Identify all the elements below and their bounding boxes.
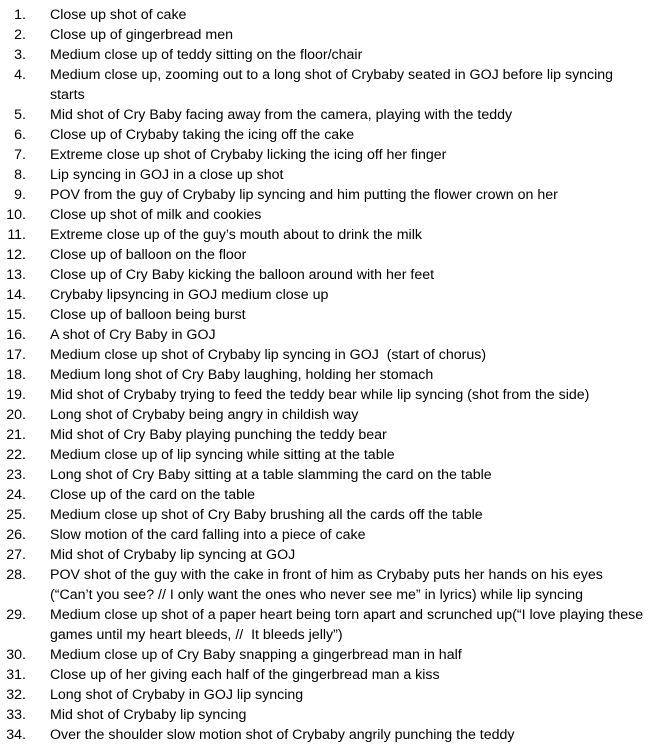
list-item-text: Long shot of Crybaby in GOJ lip syncing xyxy=(50,687,304,703)
list-item-number: 8. xyxy=(14,167,26,183)
list-item-number: 1. xyxy=(14,7,26,23)
list-item-text: Close up shot of milk and cookies xyxy=(50,207,262,223)
list-item-text: Close up of Cry Baby kicking the balloon around with her feet xyxy=(50,267,435,283)
list-item-number: 25. xyxy=(6,507,26,523)
list-item-number: 31. xyxy=(6,667,26,683)
list-item-number: 16. xyxy=(6,327,26,343)
list-item-number: 20. xyxy=(6,407,26,423)
list-item xyxy=(0,645,657,665)
list-item xyxy=(0,405,657,425)
list-item xyxy=(0,265,657,285)
list-item-text: Close up of balloon being burst xyxy=(50,307,246,323)
list-item xyxy=(0,705,657,725)
list-item-number: 30. xyxy=(6,647,26,663)
list-item-number: 23. xyxy=(6,467,26,483)
list-item xyxy=(0,125,657,145)
list-item-number: 21. xyxy=(6,427,26,443)
list-item-text: Crybaby lipsyncing in GOJ medium close up xyxy=(50,287,329,303)
list-item xyxy=(0,725,657,745)
list-item-text: Mid shot of Crybaby lip syncing xyxy=(50,707,247,723)
list-item-text: Medium long shot of Cry Baby laughing, holding her stomach xyxy=(50,367,434,383)
list-item xyxy=(0,525,657,545)
list-item-text: Mid shot of Crybaby trying to feed the teddy bear while lip syncing (shot from the side) xyxy=(50,387,590,403)
list-item-text: Medium close up shot of Cry Baby brushing all the cards off the table xyxy=(50,507,483,523)
list-item-number: 34. xyxy=(6,727,26,743)
list-item xyxy=(0,465,657,485)
list-item-text: Medium close up, zooming out to a long shot of Crybaby seated in GOJ before lip syncing starts xyxy=(50,67,618,103)
list-item-number: 11. xyxy=(7,227,26,243)
list-item-text: Mid shot of Cry Baby facing away from the camera, playing with the teddy xyxy=(50,107,513,123)
list-item xyxy=(0,385,657,405)
list-item-number: 7. xyxy=(14,147,26,163)
list-item xyxy=(0,65,657,105)
list-item-text: Close up of balloon on the floor xyxy=(50,247,247,263)
list-item xyxy=(0,185,657,205)
list-item-text: Mid shot of Crybaby lip syncing at GOJ xyxy=(50,547,296,563)
list-item-number: 3. xyxy=(14,47,26,63)
list-item-number: 4. xyxy=(14,67,26,83)
list-item-number: 33. xyxy=(6,707,26,723)
list-item xyxy=(0,45,657,65)
list-item xyxy=(0,365,657,385)
list-item-text: Medium close up shot of Crybaby lip syncing in GOJ (start of chorus) xyxy=(50,347,487,363)
list-item-number: 14. xyxy=(6,287,26,303)
list-item-number: 2. xyxy=(14,27,26,43)
list-item-number: 12. xyxy=(6,247,26,263)
list-item-text: Mid shot of Cry Baby playing punching the teddy bear xyxy=(50,427,387,443)
list-item-text: Close up of Crybaby taking the icing off the cake xyxy=(50,127,355,143)
list-item-text: Extreme close up shot of Crybaby licking the icing off her finger xyxy=(50,147,447,163)
list-item-number: 28. xyxy=(6,567,26,583)
list-item xyxy=(0,205,657,225)
list-item-number: 13. xyxy=(6,267,26,283)
list-item xyxy=(0,445,657,465)
list-item-number: 22. xyxy=(6,447,26,463)
list-item-text: Close up of the card on the table xyxy=(50,487,256,503)
list-item xyxy=(0,425,657,445)
list-item xyxy=(0,165,657,185)
list-item-number: 9. xyxy=(14,187,26,203)
list-item-number: 17. xyxy=(6,347,26,363)
list-item xyxy=(0,305,657,325)
list-item-text: Medium close up of lip syncing while sitting at the table xyxy=(50,447,395,463)
list-item-number: 19. xyxy=(6,387,26,403)
list-item-number: 26. xyxy=(6,527,26,543)
list-item xyxy=(0,545,657,565)
list-item-text: Long shot of Cry Baby sitting at a table slamming the card on the table xyxy=(50,467,492,483)
list-item-text: Medium close up shot of a paper heart being torn apart and scrunched up(“I love playing these games until my heart bleeds, // It bleeds jelly”) xyxy=(50,607,648,643)
list-item-text: Close up of gingerbread men xyxy=(50,27,233,43)
list-item-number: 32. xyxy=(6,687,26,703)
list-item-number: 18. xyxy=(6,367,26,383)
list-item xyxy=(0,485,657,505)
list-item xyxy=(0,105,657,125)
list-item-text: Medium close up of teddy sitting on the floor/chair xyxy=(50,47,363,63)
list-item-text: Lip syncing in GOJ in a close up shot xyxy=(50,167,284,183)
list-item-number: 24. xyxy=(6,487,26,503)
list-item-number: 29. xyxy=(6,607,26,623)
list-item xyxy=(0,565,657,605)
list-item-text: POV shot of the guy with the cake in front of him as Crybaby puts her hands on his eyes (“Can’t you see? // I only want the ones who never see me” in lyrics) while lip syncing xyxy=(50,567,607,603)
list-item xyxy=(0,285,657,305)
list-item-number: 27. xyxy=(6,547,26,563)
list-item xyxy=(0,25,657,45)
list-item xyxy=(0,665,657,685)
list-item-text: Close up shot of cake xyxy=(50,7,187,23)
list-item-text: A shot of Cry Baby in GOJ xyxy=(50,327,216,343)
list-item-text: Close up of her giving each half of the gingerbread man a kiss xyxy=(50,667,440,683)
list-item xyxy=(0,225,657,245)
list-item-text: Long shot of Crybaby being angry in childish way xyxy=(50,407,359,423)
list-item xyxy=(0,505,657,525)
list-item xyxy=(0,145,657,165)
list-item-number: 15. xyxy=(6,307,26,323)
list-item-text: Extreme close up of the guy’s mouth about to drink the milk xyxy=(50,227,422,243)
list-item-number: 6. xyxy=(14,127,26,143)
list-item-number: 5. xyxy=(14,107,26,123)
list-item xyxy=(0,685,657,705)
list-item-number: 10. xyxy=(6,207,26,223)
list-item xyxy=(0,345,657,365)
list-item-text: Over the shoulder slow motion shot of Crybaby angrily punching the teddy xyxy=(50,727,515,743)
list-item xyxy=(0,245,657,265)
list-item-text: Slow motion of the card falling into a piece of cake xyxy=(50,527,366,543)
list-item xyxy=(0,605,657,645)
list-item xyxy=(0,5,657,25)
list-item xyxy=(0,325,657,345)
list-item-text: POV from the guy of Crybaby lip syncing and him putting the flower crown on her xyxy=(50,187,558,203)
list-item-text: Medium close up of Cry Baby snapping a gingerbread man in half xyxy=(50,647,462,663)
